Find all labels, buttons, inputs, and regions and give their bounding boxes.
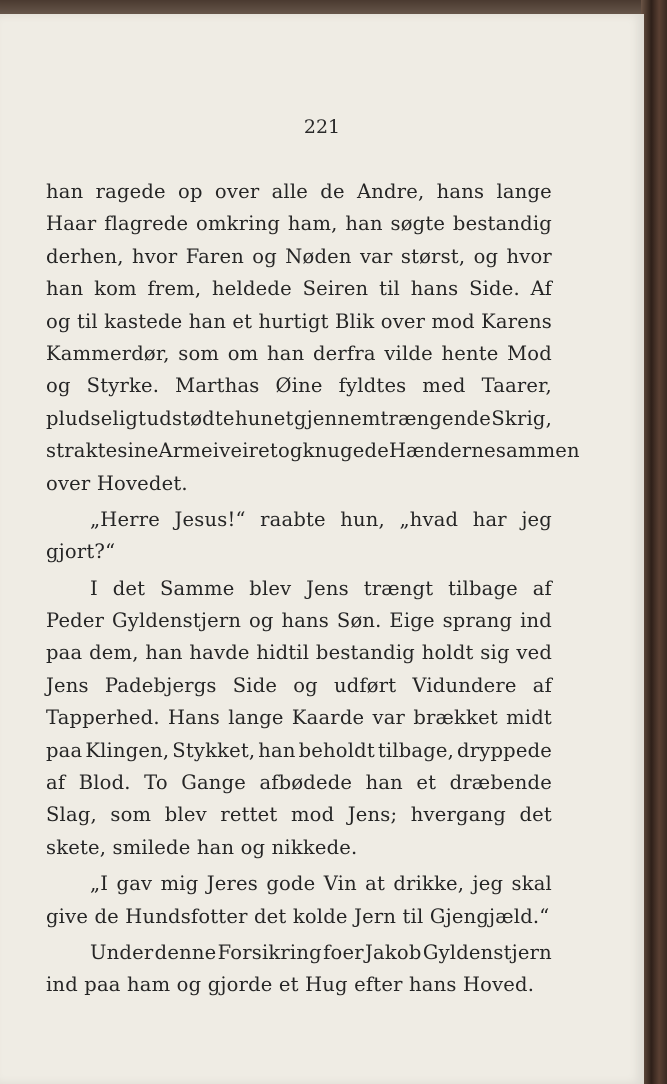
text-line: ind paa ham og gjorde et Hug efter hans Hoved.	[46, 973, 535, 997]
text-line: derhen, hvor Faren og Nøden var størst, og hvor	[46, 244, 552, 268]
text-line: pludseligt udstødte hun et gjennemtrængende Skrig,	[46, 406, 552, 430]
text-line: paa Klingen, Stykket, han beholdt tilbage, dryppede	[46, 738, 552, 762]
text-line: Haar flagrede omkring ham, han søgte bestandig	[46, 212, 552, 236]
text-line: Under denne Forsikring foer Jakob Gyldenstjern	[90, 940, 552, 964]
text-line: gjort?“	[46, 540, 116, 564]
text-line: Slag, som blev rettet mod Jens; hvergang det	[46, 803, 552, 827]
text-line: „I gav mig Jeres gode Vin at drikke, jeg skal	[90, 872, 552, 896]
text-line: give de Hundsfotter det kolde Jern til Gjengjæld.“	[46, 904, 550, 928]
text-line: af Blod. To Gange afbødede han et dræbende	[46, 771, 552, 795]
text-line: han kom frem, heldede Seiren til hans Side. Af	[46, 277, 552, 301]
text-line: Peder Gyldenstjern og hans Søn. Eige sprang ind	[46, 609, 552, 633]
book-page	[0, 14, 644, 1084]
text-line: „Herre Jesus!“ raabte hun, „hvad har jeg	[90, 507, 552, 531]
text-line: strakte sine Arme iveiret og knugede Hænderne sammen	[46, 439, 580, 463]
text-line: paa dem, han havde hidtil bestandig holdt sig ved	[46, 641, 552, 665]
page-number: 221	[303, 116, 341, 138]
text-line: han ragede op over alle de Andre, hans lange	[46, 180, 552, 203]
text-line: og til kastede han et hurtigt Blik over mod Karens	[46, 309, 552, 333]
text-line: skete, smilede han og nikkede.	[46, 835, 358, 859]
text-line: Kammerdør, som om han derfra vilde hente Mod	[46, 341, 552, 365]
text-line: og Styrke. Marthas Øine fyldtes med Taarer,	[46, 374, 552, 398]
text-line: over Hovedet.	[46, 471, 188, 495]
text-line: Jens Padebjergs Side og udført Vidundere af	[46, 673, 552, 697]
page-text	[46, 176, 580, 1002]
text-line: I det Samme blev Jens trængt tilbage af	[90, 576, 552, 600]
text-line: Tapperhed. Hans lange Kaarde var brækket midt	[46, 706, 552, 730]
book-spine-edge	[641, 0, 667, 1084]
